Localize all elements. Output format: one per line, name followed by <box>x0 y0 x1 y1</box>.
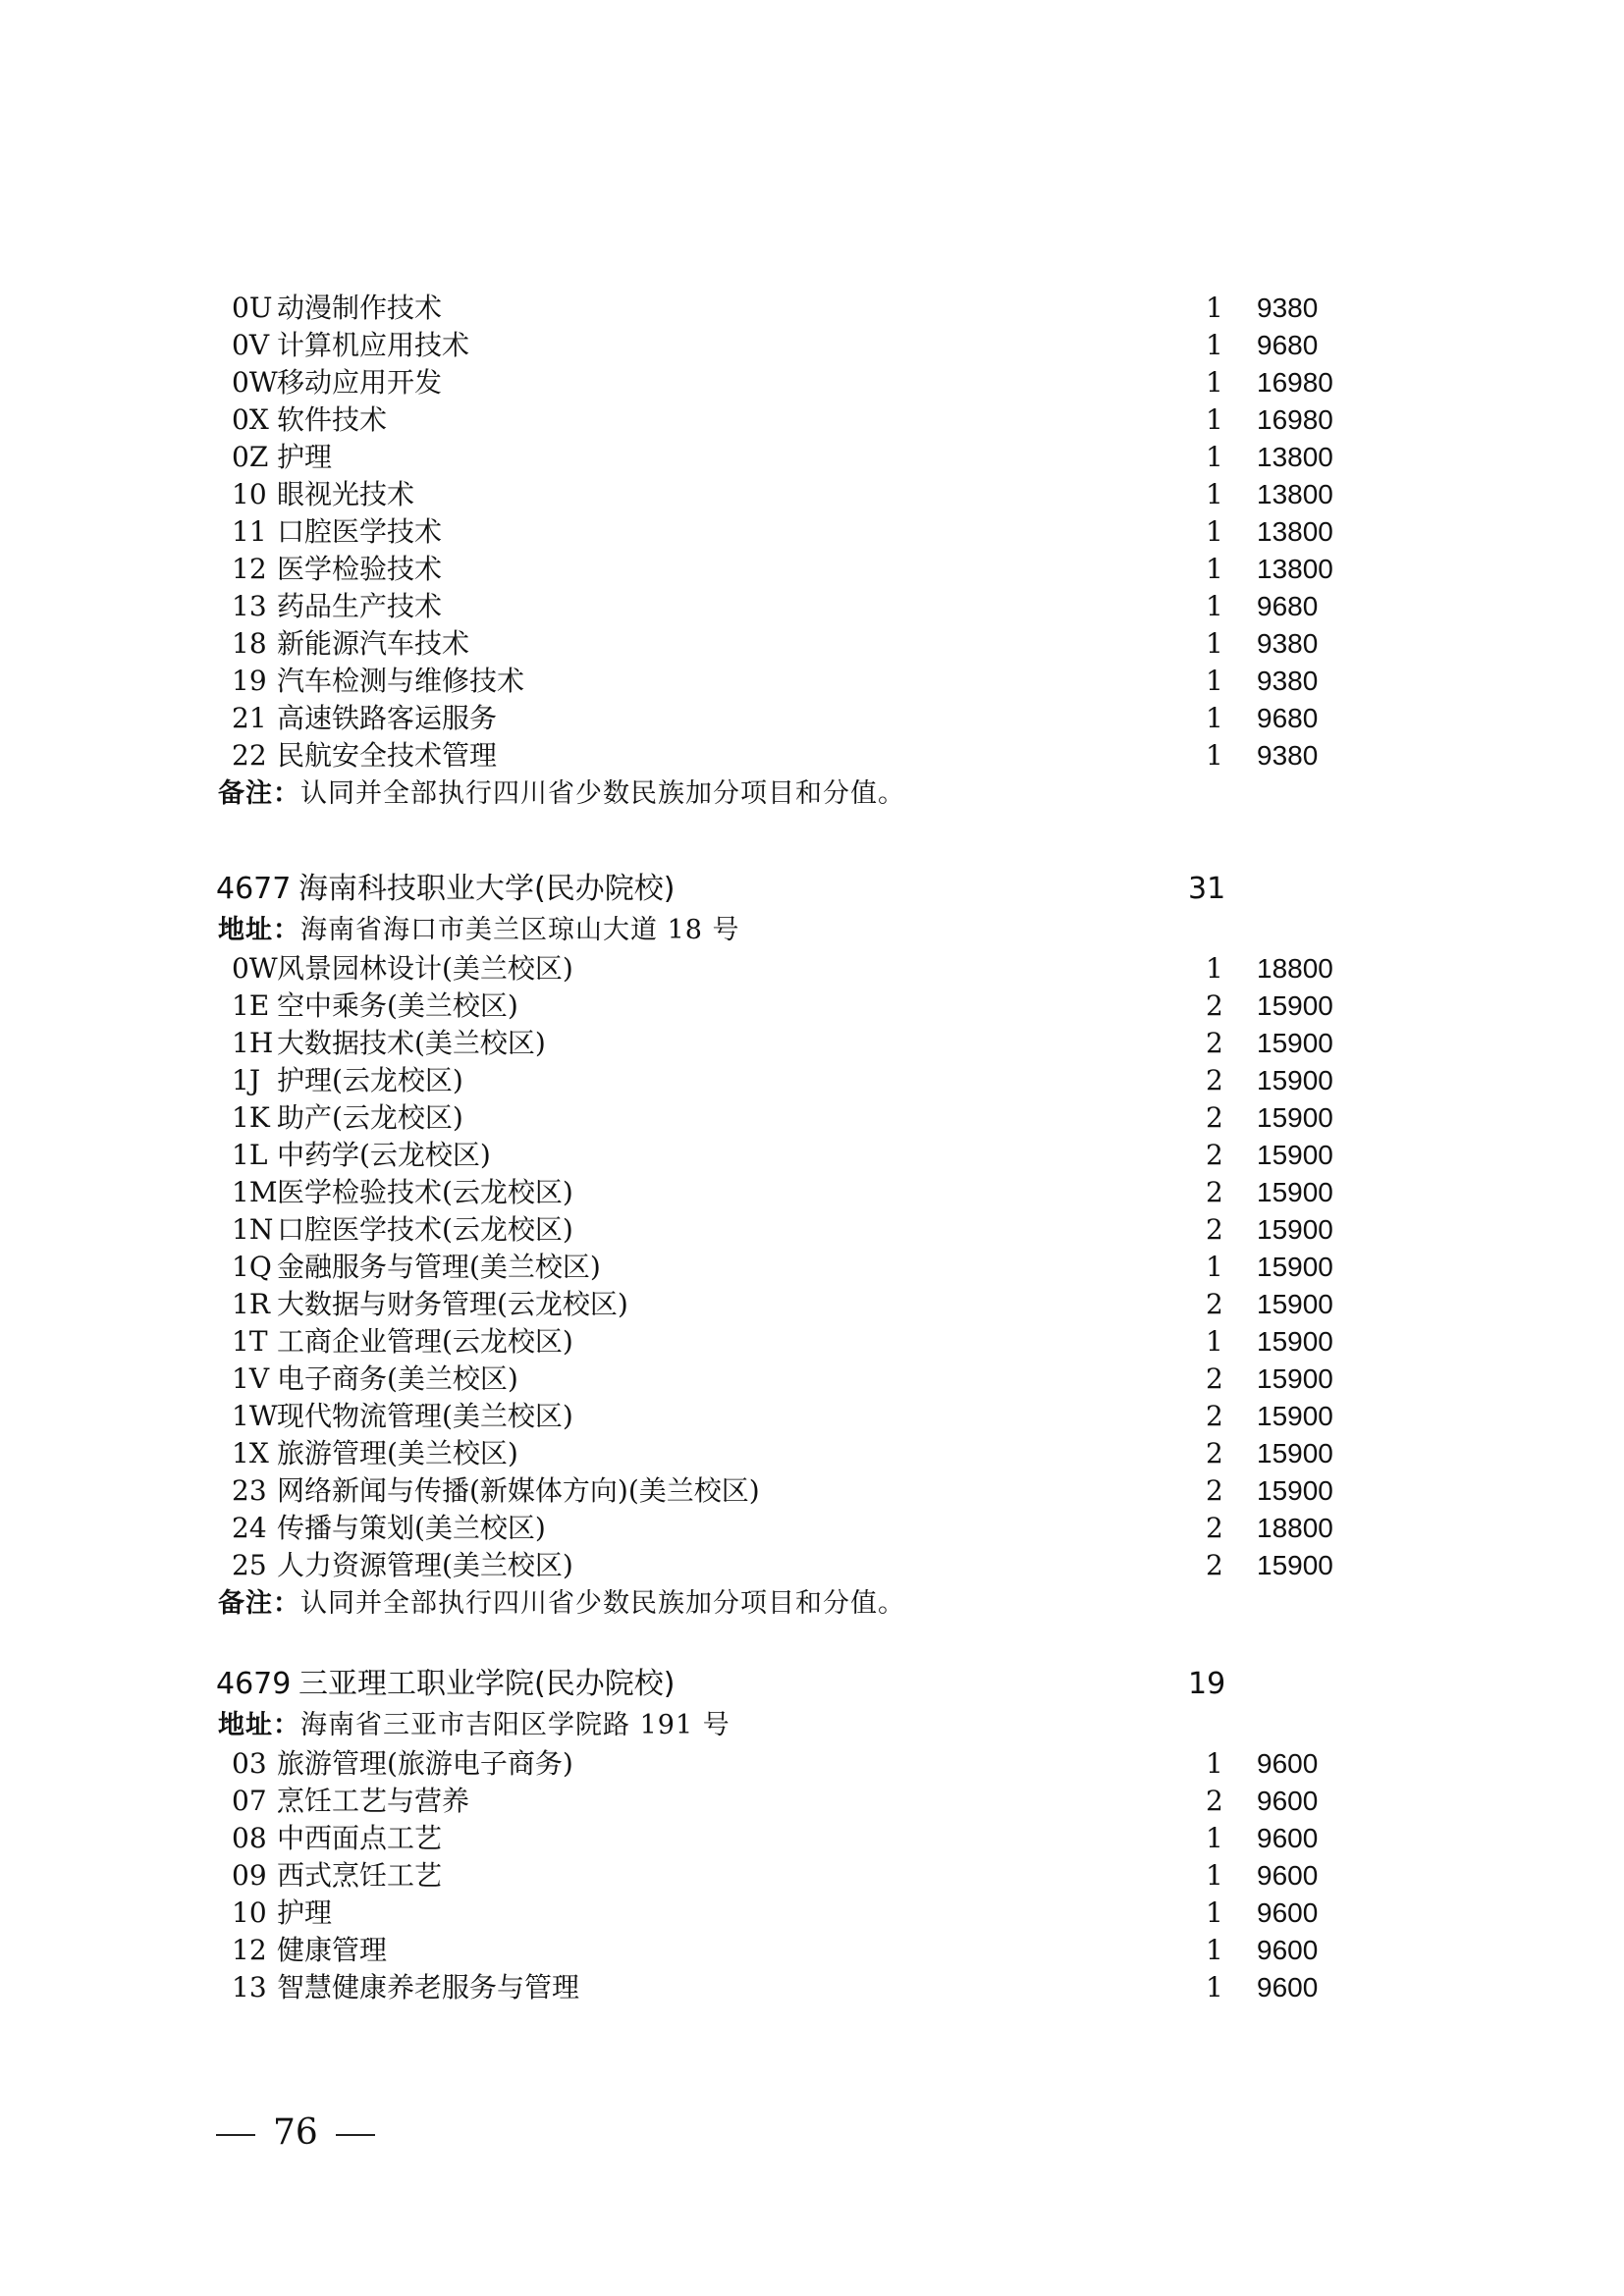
program-row <box>0 625 1624 663</box>
program-name: 动漫制作技术 <box>277 292 443 324</box>
program-quota: 2 <box>1206 1176 1223 1208</box>
program-code: 12 <box>232 553 267 585</box>
program-tuition: 15900 <box>1257 1028 1333 1058</box>
program-name: 护理 <box>277 441 333 473</box>
program-quota: 1 <box>1206 1859 1223 1892</box>
program-tuition: 15900 <box>1257 1140 1333 1170</box>
program-row <box>0 1783 1624 1820</box>
program-quota: 1 <box>1206 1934 1223 1966</box>
program-name: 助产(云龙校区) <box>277 1101 463 1134</box>
program-tuition: 9680 <box>1257 591 1319 621</box>
program-row <box>0 1435 1624 1472</box>
program-tuition: 15900 <box>1257 1102 1333 1133</box>
page-footer <box>216 2109 375 2158</box>
note-label: 备注： <box>218 1588 300 1619</box>
program-tuition: 9600 <box>1257 1972 1319 2002</box>
program-name: 眼视光技术 <box>277 478 415 510</box>
program-row <box>0 1932 1624 1969</box>
school-total-quota: 19 <box>1188 1667 1226 1701</box>
program-tuition: 9600 <box>1257 1935 1319 1965</box>
school-section-4677 <box>0 868 1624 1624</box>
program-row <box>0 1249 1624 1286</box>
program-code: 21 <box>232 702 267 734</box>
program-name: 网络新闻与传播(新媒体方向)(美兰校区) <box>277 1474 760 1507</box>
program-quota: 1 <box>1206 329 1223 361</box>
school-name: 海南科技职业大学(民办院校) <box>298 872 676 906</box>
school-address <box>0 1706 1624 1745</box>
program-name: 现代物流管理(美兰校区) <box>277 1400 573 1432</box>
program-name: 风景园林设计(美兰校区) <box>277 952 573 985</box>
program-code: 12 <box>232 1934 267 1966</box>
program-name: 电子商务(美兰校区) <box>277 1362 518 1395</box>
program-code: 1M <box>232 1176 278 1208</box>
program-row <box>0 1099 1624 1137</box>
program-code: 0U <box>232 292 273 324</box>
program-row <box>0 1025 1624 1062</box>
program-tuition: 9380 <box>1257 628 1319 659</box>
program-row <box>0 1137 1624 1174</box>
program-name: 计算机应用技术 <box>277 329 470 361</box>
school-total-quota: 31 <box>1188 872 1226 906</box>
program-name: 护理(云龙校区) <box>277 1064 463 1096</box>
program-code: 0W <box>232 366 278 399</box>
program-name: 口腔医学技术(云龙校区) <box>277 1213 573 1246</box>
program-tuition: 9680 <box>1257 330 1319 360</box>
program-row <box>0 1745 1624 1783</box>
program-row <box>0 1969 1624 2006</box>
program-row <box>0 551 1624 588</box>
program-tuition: 16980 <box>1257 404 1333 435</box>
program-name: 旅游管理(旅游电子商务) <box>277 1747 573 1780</box>
program-code: 1R <box>232 1288 270 1320</box>
note-text: 认同并全部执行四川省少数民族加分项目和分值。 <box>300 778 905 809</box>
program-quota: 1 <box>1206 515 1223 548</box>
school-id: 4679 <box>216 1667 292 1701</box>
program-quota: 1 <box>1206 403 1223 436</box>
program-name: 金融服务与管理(美兰校区) <box>277 1251 601 1283</box>
program-row <box>0 1211 1624 1249</box>
program-tuition: 13800 <box>1257 554 1333 584</box>
program-row <box>0 401 1624 439</box>
program-tuition: 9380 <box>1257 740 1319 771</box>
program-name: 大数据与财务管理(云龙校区) <box>277 1288 628 1320</box>
program-quota: 1 <box>1206 1747 1223 1780</box>
program-quota: 1 <box>1206 952 1223 985</box>
program-code: 1X <box>232 1437 269 1469</box>
program-code: 11 <box>232 515 267 548</box>
program-tuition: 9600 <box>1257 1860 1319 1891</box>
program-quota: 1 <box>1206 1251 1223 1283</box>
program-code: 07 <box>232 1785 267 1817</box>
address-text: 海南省三亚市吉阳区学院路 191 号 <box>300 1710 731 1740</box>
address-label: 地址： <box>218 1710 300 1740</box>
program-list <box>0 1745 1624 2006</box>
program-name: 医学检验技术 <box>277 553 443 585</box>
program-code: 03 <box>232 1747 267 1780</box>
program-row <box>0 1398 1624 1435</box>
program-tuition: 15900 <box>1257 1326 1333 1357</box>
program-name: 医学检验技术(云龙校区) <box>277 1176 573 1208</box>
program-row <box>0 663 1624 700</box>
program-tuition: 15900 <box>1257 1252 1333 1282</box>
program-name: 旅游管理(美兰校区) <box>277 1437 518 1469</box>
school-name: 三亚理工职业学院(民办院校) <box>298 1667 676 1701</box>
program-quota: 1 <box>1206 1971 1223 2003</box>
program-code: 1V <box>232 1362 270 1395</box>
program-name: 智慧健康养老服务与管理 <box>277 1971 580 2003</box>
program-tuition: 9380 <box>1257 666 1319 696</box>
program-row <box>0 327 1624 364</box>
program-name: 中西面点工艺 <box>277 1822 443 1854</box>
program-code: 22 <box>232 739 267 772</box>
program-name: 西式烹饪工艺 <box>277 1859 443 1892</box>
program-tuition: 9680 <box>1257 703 1319 733</box>
program-quota: 1 <box>1206 702 1223 734</box>
program-tuition: 9600 <box>1257 1823 1319 1853</box>
program-row <box>0 1174 1624 1211</box>
program-code: 13 <box>232 1971 267 2003</box>
program-quota: 1 <box>1206 739 1223 772</box>
program-tuition: 15900 <box>1257 1363 1333 1394</box>
program-name: 护理 <box>277 1896 333 1929</box>
program-name: 烹饪工艺与营养 <box>277 1785 470 1817</box>
program-tuition: 15900 <box>1257 1214 1333 1245</box>
program-tuition: 13800 <box>1257 442 1333 472</box>
address-label: 地址： <box>218 915 300 945</box>
program-quota: 2 <box>1206 1027 1223 1059</box>
program-row <box>0 1361 1624 1398</box>
program-tuition: 15900 <box>1257 1177 1333 1207</box>
program-tuition: 9600 <box>1257 1786 1319 1816</box>
program-tuition: 18800 <box>1257 953 1333 984</box>
program-quota: 2 <box>1206 1474 1223 1507</box>
program-code: 1L <box>232 1139 268 1171</box>
program-quota: 2 <box>1206 1213 1223 1246</box>
program-quota: 1 <box>1206 1325 1223 1358</box>
program-name: 传播与策划(美兰校区) <box>277 1512 546 1544</box>
program-name: 移动应用开发 <box>277 366 443 399</box>
program-code: 1W <box>232 1400 278 1432</box>
program-quota: 2 <box>1206 1101 1223 1134</box>
program-code: 19 <box>232 665 267 697</box>
program-name: 健康管理 <box>277 1934 388 1966</box>
program-tuition: 15900 <box>1257 1065 1333 1095</box>
program-row <box>0 1547 1624 1584</box>
program-code: 0X <box>232 403 269 436</box>
program-tuition: 13800 <box>1257 479 1333 509</box>
address-text: 海南省海口市美兰区琼山大道 18 号 <box>300 915 740 945</box>
program-code: 25 <box>232 1549 267 1581</box>
program-name: 工商企业管理(云龙校区) <box>277 1325 573 1358</box>
program-quota: 2 <box>1206 1362 1223 1395</box>
program-quota: 2 <box>1206 1400 1223 1432</box>
program-row <box>0 1062 1624 1099</box>
program-code: 1J <box>232 1064 261 1096</box>
program-quota: 1 <box>1206 665 1223 697</box>
program-list <box>0 950 1624 1584</box>
program-code: 1E <box>232 989 270 1022</box>
school-note <box>0 1584 1624 1624</box>
program-row <box>0 988 1624 1025</box>
school-header <box>0 1663 1624 1706</box>
program-code: 08 <box>232 1822 267 1854</box>
school-note <box>0 774 1624 814</box>
program-row <box>0 1510 1624 1547</box>
program-name: 民航安全技术管理 <box>277 739 498 772</box>
note-text: 认同并全部执行四川省少数民族加分项目和分值。 <box>300 1588 905 1619</box>
program-tuition: 15900 <box>1257 1401 1333 1431</box>
program-quota: 1 <box>1206 478 1223 510</box>
program-quota: 2 <box>1206 1785 1223 1817</box>
program-row <box>0 950 1624 988</box>
program-row <box>0 1286 1624 1323</box>
program-quota: 2 <box>1206 1139 1223 1171</box>
program-row <box>0 364 1624 401</box>
program-quota: 2 <box>1206 1549 1223 1581</box>
program-quota: 1 <box>1206 1896 1223 1929</box>
program-quota: 2 <box>1206 989 1223 1022</box>
program-tuition: 15900 <box>1257 990 1333 1021</box>
program-name: 汽车检测与维修技术 <box>277 665 525 697</box>
program-code: 18 <box>232 627 267 660</box>
program-name: 大数据技术(美兰校区) <box>277 1027 546 1059</box>
program-quota: 1 <box>1206 627 1223 660</box>
program-quota: 1 <box>1206 590 1223 622</box>
page-number: 76 <box>273 2112 318 2153</box>
program-quota: 2 <box>1206 1288 1223 1320</box>
program-code: 1T <box>232 1325 268 1358</box>
program-list-continued <box>0 290 1624 814</box>
program-code: 13 <box>232 590 267 622</box>
program-quota: 1 <box>1206 1822 1223 1854</box>
program-name: 口腔医学技术 <box>277 515 443 548</box>
program-code: 09 <box>232 1859 267 1892</box>
program-row <box>0 588 1624 625</box>
program-tuition: 13800 <box>1257 516 1333 547</box>
program-tuition: 15900 <box>1257 1289 1333 1319</box>
program-tuition: 18800 <box>1257 1513 1333 1543</box>
footer-dash-left <box>216 2134 255 2136</box>
program-row <box>0 439 1624 476</box>
program-quota: 1 <box>1206 553 1223 585</box>
program-tuition: 15900 <box>1257 1438 1333 1468</box>
program-tuition: 15900 <box>1257 1550 1333 1580</box>
school-id: 4677 <box>216 872 292 906</box>
program-row <box>0 476 1624 513</box>
program-row <box>0 290 1624 327</box>
program-name: 中药学(云龙校区) <box>277 1139 491 1171</box>
program-quota: 2 <box>1206 1064 1223 1096</box>
program-name: 药品生产技术 <box>277 590 443 622</box>
program-tuition: 9600 <box>1257 1897 1319 1928</box>
program-code: 1Q <box>232 1251 272 1283</box>
program-code: 0W <box>232 952 278 985</box>
program-quota: 1 <box>1206 292 1223 324</box>
school-header <box>0 868 1624 911</box>
program-name: 软件技术 <box>277 403 388 436</box>
program-code: 24 <box>232 1512 267 1544</box>
program-row <box>0 1857 1624 1895</box>
program-code: 1K <box>232 1101 270 1134</box>
program-code: 1H <box>232 1027 274 1059</box>
program-quota: 2 <box>1206 1512 1223 1544</box>
program-tuition: 9600 <box>1257 1748 1319 1779</box>
program-name: 人力资源管理(美兰校区) <box>277 1549 573 1581</box>
program-row <box>0 513 1624 551</box>
program-code: 10 <box>232 478 267 510</box>
school-section-4679 <box>0 1663 1624 2006</box>
program-row <box>0 1472 1624 1510</box>
program-row <box>0 737 1624 774</box>
program-name: 空中乘务(美兰校区) <box>277 989 518 1022</box>
program-tuition: 16980 <box>1257 367 1333 398</box>
program-code: 10 <box>232 1896 267 1929</box>
program-code: 0V <box>232 329 270 361</box>
program-code: 23 <box>232 1474 267 1507</box>
program-row <box>0 1820 1624 1857</box>
program-tuition: 15900 <box>1257 1475 1333 1506</box>
program-quota: 2 <box>1206 1437 1223 1469</box>
program-quota: 1 <box>1206 366 1223 399</box>
program-name: 高速铁路客运服务 <box>277 702 498 734</box>
program-quota: 1 <box>1206 441 1223 473</box>
program-row <box>0 700 1624 737</box>
footer-dash-right <box>336 2134 375 2136</box>
program-code: 1N <box>232 1213 274 1246</box>
note-label: 备注： <box>218 778 300 809</box>
program-name: 新能源汽车技术 <box>277 627 470 660</box>
program-row <box>0 1895 1624 1932</box>
program-tuition: 9380 <box>1257 293 1319 323</box>
program-row <box>0 1323 1624 1361</box>
program-code: 0Z <box>232 441 269 473</box>
school-address <box>0 911 1624 950</box>
